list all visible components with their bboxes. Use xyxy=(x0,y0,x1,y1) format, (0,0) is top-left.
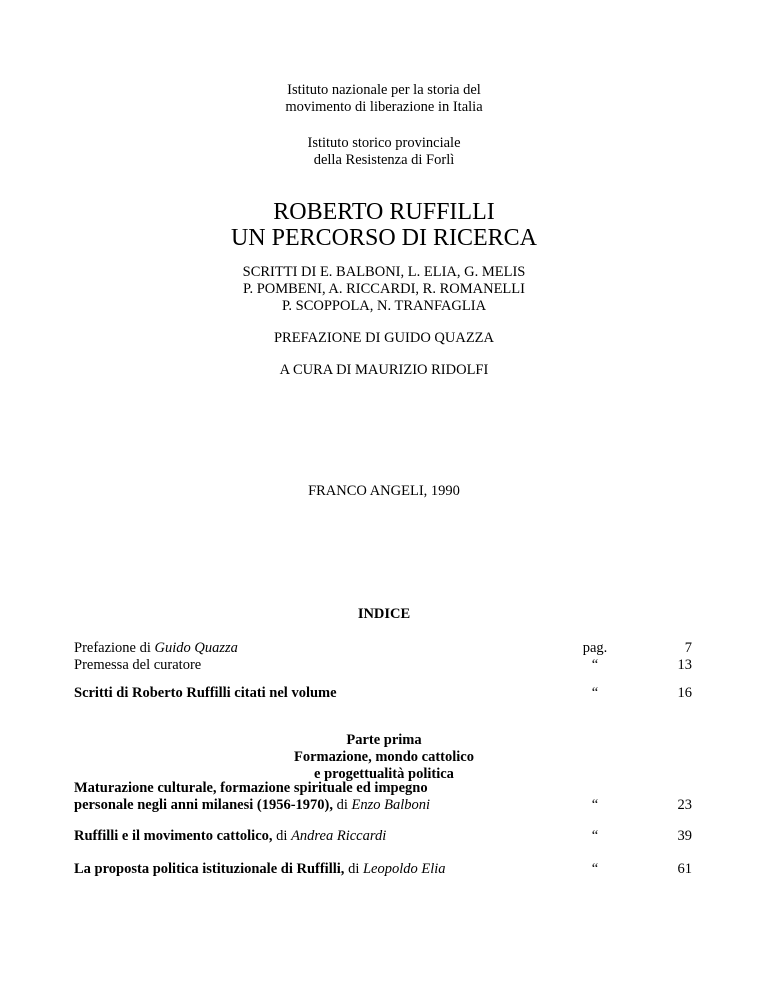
toc-entry-text-line2: personale negli anni milanesi (1956-1970), xyxy=(74,797,333,813)
toc-page-number: 61 xyxy=(677,861,692,877)
toc-entry-by: di xyxy=(344,861,363,877)
toc-entry-by: di xyxy=(272,828,292,844)
contributors-line1: SCRITTI DI E. BALBONI, L. ELIA, G. MELIS xyxy=(242,264,526,280)
toc-ditto-mark: “ xyxy=(591,685,599,701)
institution-national-line1: Istituto nazionale per la storia del xyxy=(287,82,481,98)
toc-entry-text: Ruffilli e il movimento cattolico, xyxy=(74,828,273,844)
toc-ditto-mark: “ xyxy=(591,657,599,673)
contributors-line2: P. POMBENI, A. RICCARDI, R. ROMANELLI xyxy=(243,281,525,297)
book-title-line2: UN PERCORSO DI RICERCA xyxy=(230,225,538,251)
part-heading-line3: e progettualità politica xyxy=(314,766,454,782)
toc-entry-text-line1: Maturazione culturale, formazione spirituale ed impegno xyxy=(74,780,428,796)
toc-entry-author: Enzo Balboni xyxy=(351,797,431,813)
toc-page-number: 16 xyxy=(677,685,692,701)
toc-entry-balboni xyxy=(74,780,430,814)
toc-heading: INDICE xyxy=(357,606,411,622)
toc-page-number: 39 xyxy=(677,828,692,844)
toc-ditto-mark: “ xyxy=(591,861,599,877)
institution-provincial-line2: della Resistenza di Forlì xyxy=(313,152,455,168)
part-heading-line2: Formazione, mondo cattolico xyxy=(293,749,474,765)
institution-provincial xyxy=(0,135,768,169)
preface-credit: PREFAZIONE DI GUIDO QUAZZA xyxy=(273,330,495,346)
part-heading-line1: Parte prima xyxy=(346,732,422,748)
institution-national xyxy=(0,82,768,116)
toc-page-number: 7 xyxy=(684,640,692,656)
toc-entry-riccardi xyxy=(74,828,386,845)
toc-entry-author: Andrea Riccardi xyxy=(291,828,387,844)
toc-entry-prefazione xyxy=(74,640,238,657)
toc-entry-premessa: Premessa del curatore xyxy=(74,657,202,673)
book-title-line1: ROBERTO RUFFILLI xyxy=(273,199,495,225)
toc-entry-text: Prefazione di xyxy=(74,640,155,656)
part-heading xyxy=(0,732,768,783)
contributors-line3: P. SCOPPOLA, N. TRANFAGLIA xyxy=(281,298,487,314)
publisher: FRANCO ANGELI, 1990 xyxy=(308,483,460,499)
institution-national-line2: movimento di liberazione in Italia xyxy=(285,99,483,115)
toc-page-number: 23 xyxy=(677,797,692,813)
contributors xyxy=(0,264,768,315)
book-title xyxy=(0,199,768,251)
toc-ditto-mark: “ xyxy=(591,828,599,844)
toc-entry-author: Leopoldo Elia xyxy=(362,861,446,877)
toc-entry-author: Guido Quazza xyxy=(154,640,238,656)
toc-page-number: 13 xyxy=(677,657,692,673)
toc-ditto-mark: “ xyxy=(591,797,599,813)
toc-entry-elia xyxy=(74,861,446,878)
toc-entry-by: di xyxy=(333,797,352,813)
editor-credit: A CURA DI MAURIZIO RIDOLFI xyxy=(279,362,489,378)
institution-provincial-line1: Istituto storico provinciale xyxy=(307,135,461,151)
toc-pag-label: pag. xyxy=(582,640,608,656)
toc-entry-scritti: Scritti di Roberto Ruffilli citati nel volume xyxy=(74,685,337,701)
toc-entry-text: La proposta politica istituzionale di Ruffilli, xyxy=(74,861,345,877)
